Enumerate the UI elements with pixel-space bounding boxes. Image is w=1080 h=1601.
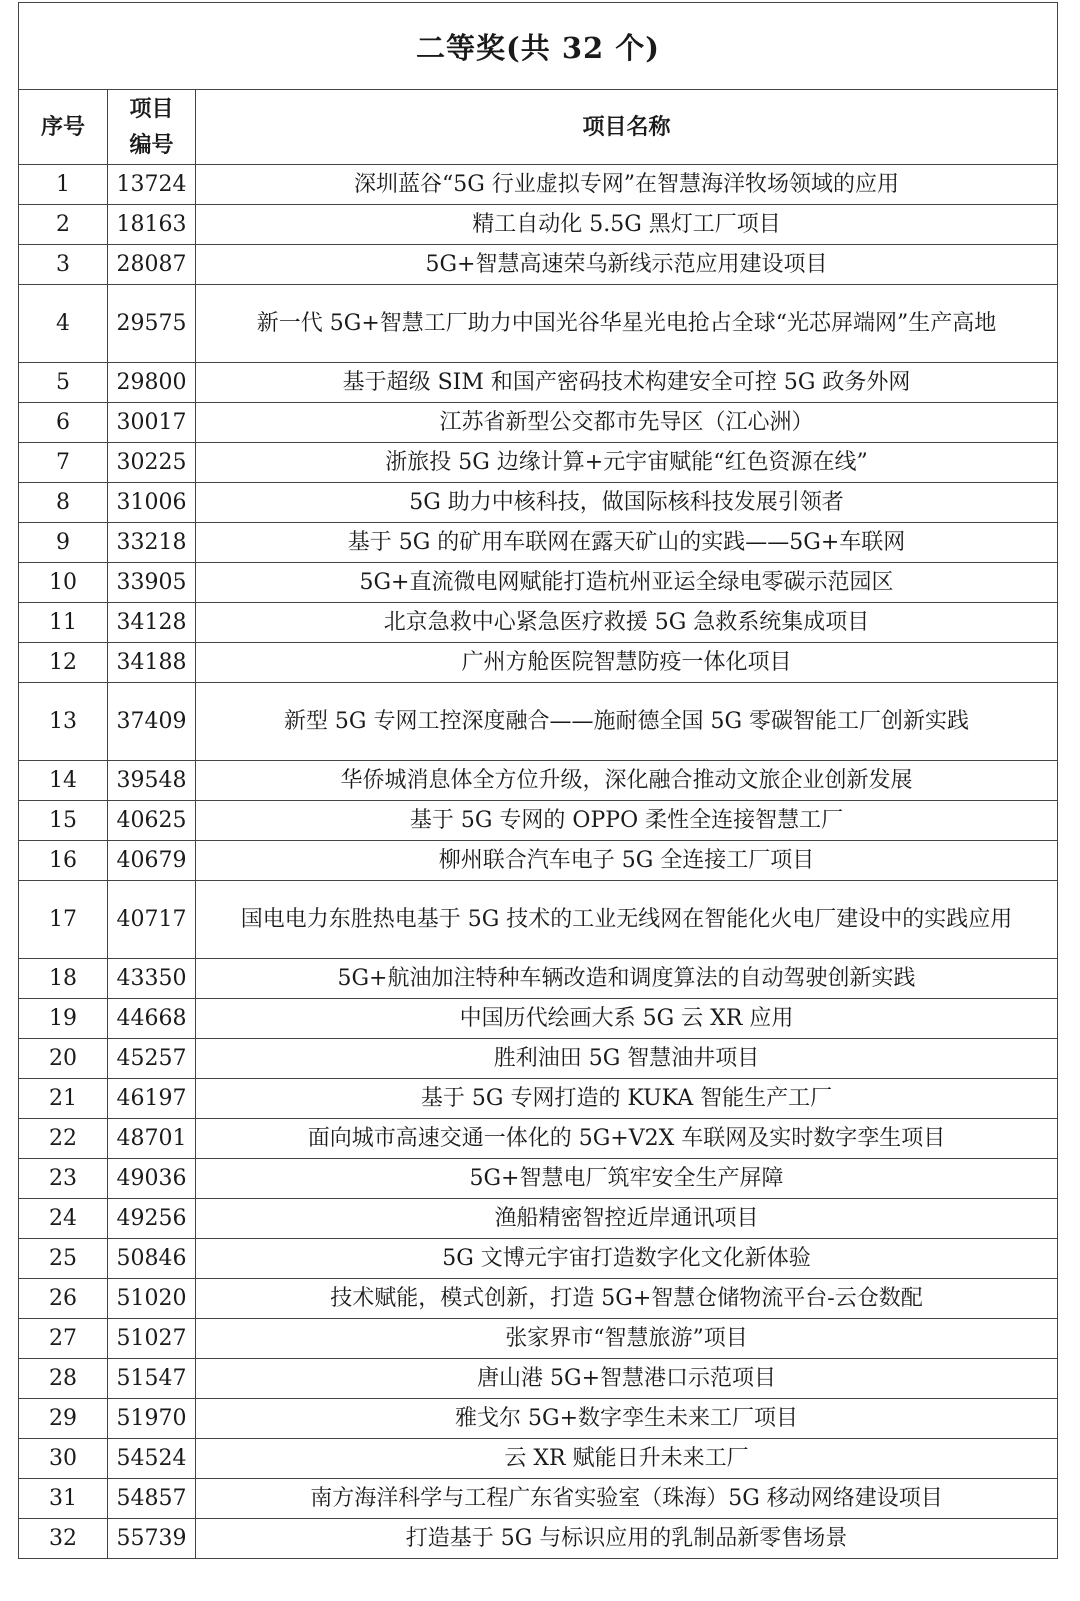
row-name: 5G+直流微电网赋能打造杭州亚运全绿电零碳示范园区: [196, 563, 1058, 603]
row-index: 23: [19, 1159, 108, 1199]
row-name: 深圳蓝谷“5G 行业虚拟专网”在智慧海洋牧场领域的应用: [196, 165, 1058, 205]
header-index: 序号: [19, 90, 108, 165]
row-index: 31: [19, 1479, 108, 1519]
row-name: 基于 5G 专网打造的 KUKA 智能生产工厂: [196, 1079, 1058, 1119]
row-code: 31006: [108, 483, 196, 523]
table-row: [19, 603, 1058, 643]
row-name: 江苏省新型公交都市先导区（江心洲）: [196, 403, 1058, 443]
row-name: 雅戈尔 5G+数字孪生未来工厂项目: [196, 1399, 1058, 1439]
row-name: 5G 文博元宇宙打造数字化文化新体验: [196, 1239, 1058, 1279]
row-name: 胜利油田 5G 智慧油井项目: [196, 1039, 1058, 1079]
row-index: 2: [19, 205, 108, 245]
row-index: 14: [19, 761, 108, 801]
row-code: 29800: [108, 363, 196, 403]
row-code: 40625: [108, 801, 196, 841]
row-code: 51970: [108, 1399, 196, 1439]
table-row: [19, 483, 1058, 523]
row-index: 9: [19, 523, 108, 563]
row-index: 16: [19, 841, 108, 881]
table-row: [19, 205, 1058, 245]
table-row: [19, 1359, 1058, 1399]
table-row: [19, 1199, 1058, 1239]
row-code: 33218: [108, 523, 196, 563]
table-row: [19, 801, 1058, 841]
row-index: 13: [19, 683, 108, 761]
row-index: 5: [19, 363, 108, 403]
row-index: 24: [19, 1199, 108, 1239]
row-code: 49036: [108, 1159, 196, 1199]
table-row: [19, 1439, 1058, 1479]
row-code: 54524: [108, 1439, 196, 1479]
table-row: [19, 443, 1058, 483]
row-code: 37409: [108, 683, 196, 761]
row-index: 32: [19, 1519, 108, 1559]
row-index: 8: [19, 483, 108, 523]
table-row: [19, 1279, 1058, 1319]
row-name: 浙旅投 5G 边缘计算+元宇宙赋能“红色资源在线”: [196, 443, 1058, 483]
row-code: 40717: [108, 881, 196, 959]
row-name: 唐山港 5G+智慧港口示范项目: [196, 1359, 1058, 1399]
row-code: 40679: [108, 841, 196, 881]
row-name: 基于 5G 的矿用车联网在露天矿山的实践——5G+车联网: [196, 523, 1058, 563]
row-name: 中国历代绘画大系 5G 云 XR 应用: [196, 999, 1058, 1039]
row-name: 5G+智慧电厂筑牢安全生产屏障: [196, 1159, 1058, 1199]
row-index: 21: [19, 1079, 108, 1119]
row-code: 30225: [108, 443, 196, 483]
row-code: 44668: [108, 999, 196, 1039]
row-index: 30: [19, 1439, 108, 1479]
row-index: 11: [19, 603, 108, 643]
row-code: 29575: [108, 285, 196, 363]
row-name: 柳州联合汽车电子 5G 全连接工厂项目: [196, 841, 1058, 881]
row-code: 50846: [108, 1239, 196, 1279]
row-code: 55739: [108, 1519, 196, 1559]
row-name: 打造基于 5G 与标识应用的乳制品新零售场景: [196, 1519, 1058, 1559]
row-index: 3: [19, 245, 108, 285]
table-row: [19, 563, 1058, 603]
table-body: [19, 165, 1058, 1559]
table-row: [19, 523, 1058, 563]
row-index: 1: [19, 165, 108, 205]
row-index: 10: [19, 563, 108, 603]
row-code: 45257: [108, 1039, 196, 1079]
table-row: [19, 1319, 1058, 1359]
table-row: [19, 1399, 1058, 1439]
row-name: 渔船精密智控近岸通讯项目: [196, 1199, 1058, 1239]
table-row: [19, 643, 1058, 683]
row-name: 基于 5G 专网的 OPPO 柔性全连接智慧工厂: [196, 801, 1058, 841]
table-row: [19, 363, 1058, 403]
table-row: [19, 959, 1058, 999]
row-code: 18163: [108, 205, 196, 245]
header-code: 项目 编号: [108, 90, 196, 165]
row-index: 25: [19, 1239, 108, 1279]
table-row: [19, 1159, 1058, 1199]
row-code: 30017: [108, 403, 196, 443]
row-code: 43350: [108, 959, 196, 999]
row-index: 26: [19, 1279, 108, 1319]
table-row: [19, 841, 1058, 881]
row-name: 基于超级 SIM 和国产密码技术构建安全可控 5G 政务外网: [196, 363, 1058, 403]
table-row: [19, 881, 1058, 959]
row-name: 北京急救中心紧急医疗救援 5G 急救系统集成项目: [196, 603, 1058, 643]
row-code: 51547: [108, 1359, 196, 1399]
row-name: 精工自动化 5.5G 黑灯工厂项目: [196, 205, 1058, 245]
row-index: 22: [19, 1119, 108, 1159]
row-code: 39548: [108, 761, 196, 801]
row-index: 29: [19, 1399, 108, 1439]
row-name: 云 XR 赋能日升未来工厂: [196, 1439, 1058, 1479]
row-name: 国电电力东胜热电基于 5G 技术的工业无线网在智能化火电厂建设中的实践应用: [196, 881, 1058, 959]
row-name: 华侨城消息体全方位升级，深化融合推动文旅企业创新发展: [196, 761, 1058, 801]
table-row: [19, 1039, 1058, 1079]
table-row: [19, 165, 1058, 205]
row-code: 33905: [108, 563, 196, 603]
row-index: 28: [19, 1359, 108, 1399]
row-code: 54857: [108, 1479, 196, 1519]
row-code: 49256: [108, 1199, 196, 1239]
row-code: 48701: [108, 1119, 196, 1159]
row-code: 51027: [108, 1319, 196, 1359]
row-name: 南方海洋科学与工程广东省实验室（珠海）5G 移动网络建设项目: [196, 1479, 1058, 1519]
header-name: 项目名称: [196, 90, 1058, 165]
table-row: [19, 683, 1058, 761]
row-index: 15: [19, 801, 108, 841]
table-row: [19, 1519, 1058, 1559]
table-row: [19, 1079, 1058, 1119]
row-index: 4: [19, 285, 108, 363]
row-name: 张家界市“智慧旅游”项目: [196, 1319, 1058, 1359]
table-row: [19, 999, 1058, 1039]
row-index: 18: [19, 959, 108, 999]
row-name: 技术赋能，模式创新，打造 5G+智慧仓储物流平台-云仓数配: [196, 1279, 1058, 1319]
row-name: 新一代 5G+智慧工厂助力中国光谷华星光电抢占全球“光芯屏端网”生产高地: [196, 285, 1058, 363]
row-name: 5G+航油加注特种车辆改造和调度算法的自动驾驶创新实践: [196, 959, 1058, 999]
row-index: 27: [19, 1319, 108, 1359]
table-row: [19, 403, 1058, 443]
table-row: [19, 761, 1058, 801]
table-row: [19, 285, 1058, 363]
row-code: 34128: [108, 603, 196, 643]
table-row: [19, 1479, 1058, 1519]
table-row: [19, 1239, 1058, 1279]
table-row: [19, 245, 1058, 285]
header-row: [19, 90, 1058, 165]
row-code: 34188: [108, 643, 196, 683]
row-index: 17: [19, 881, 108, 959]
row-index: 19: [19, 999, 108, 1039]
table-title: 二等奖(共 32 个): [19, 3, 1058, 90]
row-name: 5G+智慧高速荣乌新线示范应用建设项目: [196, 245, 1058, 285]
row-index: 7: [19, 443, 108, 483]
table-row: [19, 1119, 1058, 1159]
row-code: 28087: [108, 245, 196, 285]
row-name: 广州方舱医院智慧防疫一体化项目: [196, 643, 1058, 683]
row-code: 13724: [108, 165, 196, 205]
row-name: 新型 5G 专网工控深度融合——施耐德全国 5G 零碳智能工厂创新实践: [196, 683, 1058, 761]
row-name: 面向城市高速交通一体化的 5G+V2X 车联网及实时数字孪生项目: [196, 1119, 1058, 1159]
row-index: 6: [19, 403, 108, 443]
row-code: 51020: [108, 1279, 196, 1319]
row-index: 20: [19, 1039, 108, 1079]
row-index: 12: [19, 643, 108, 683]
row-code: 46197: [108, 1079, 196, 1119]
row-name: 5G 助力中核科技，做国际核科技发展引领者: [196, 483, 1058, 523]
award-table: [18, 2, 1058, 1559]
